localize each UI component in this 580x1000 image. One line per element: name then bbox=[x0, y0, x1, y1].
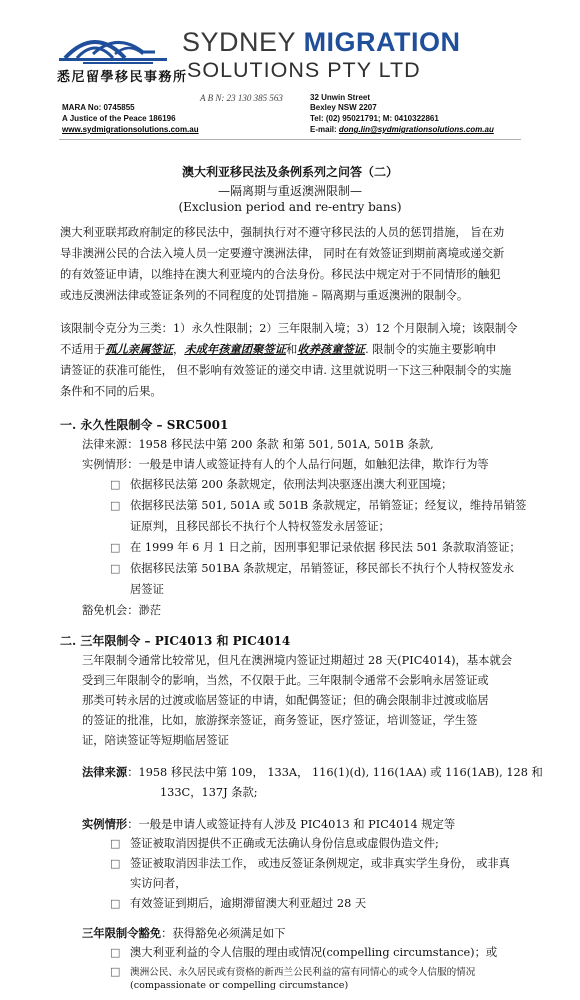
s1-bullet-cont: 证原判，且移民部长不执行个人特权签发永居签证； bbox=[130, 520, 390, 533]
s2-paragraph-line: 受到三年限制令的影响，当然，不仅限于此。三年限制令通常不会影响永居签证或 bbox=[82, 674, 489, 687]
abn-number: A B N: 23 130 385 563 bbox=[200, 93, 283, 103]
text-span: ， bbox=[173, 343, 185, 356]
s1-cases: 实例情形：一般是申请人或签证持有人的个人品行问题，如触犯法律，欺诈行为等 bbox=[82, 458, 489, 471]
checkbox-bullet-icon: □ bbox=[110, 499, 121, 512]
checkbox-bullet-icon: □ bbox=[110, 965, 121, 978]
s2-waiver-item: 澳大利亚利益的令人信服的理由或情况(compelling circumstance)；或 bbox=[130, 946, 498, 959]
logo-chinese-name: 悉尼留學移民事務所 bbox=[57, 69, 188, 84]
s2-waiver-item-cont: (compassionate or compelling circumstance) bbox=[130, 980, 349, 991]
checkbox-bullet-icon: □ bbox=[110, 478, 121, 491]
checkbox-bullet-icon: □ bbox=[110, 541, 121, 554]
s2-paragraph-line: 的签证的批准，比如，旅游探亲签证，商务签证，医疗签证，培训签证，学生签 bbox=[82, 714, 478, 727]
text-span: 不适用于 bbox=[60, 343, 106, 356]
s2-bullet: 签证被取消因提供不正确或无法确认身份信息或虚假伪造文件; bbox=[130, 837, 439, 850]
checkbox-bullet-icon: □ bbox=[110, 857, 121, 870]
header-divider bbox=[59, 139, 521, 140]
orphan-relative-visa: 孤儿亲属签证 bbox=[105, 342, 173, 356]
s2-paragraph-line: 那类可转永居的过渡或临居签证的申请，如配偶签证；但的确会限制非过渡或临居 bbox=[82, 694, 489, 707]
s2-paragraph-line: 证，陪读签证等短期临居签证 bbox=[82, 734, 229, 747]
justice-of-peace: A Justice of the Peace 186196 bbox=[62, 114, 176, 123]
brand-migration: MIGRATION bbox=[303, 27, 461, 57]
website-link[interactable]: www.sydmigrationsolutions.com.au bbox=[62, 125, 199, 134]
email-link[interactable]: dong.lin@sydmigrationsolutions.com.au bbox=[338, 125, 494, 134]
company-logo bbox=[55, 22, 170, 66]
harbour-bridge-logo-icon bbox=[55, 22, 170, 66]
intro-line: 的有效签证申请，以维持在澳大利亚境内的合法身份。移民法中规定对于不同情形的触犯 bbox=[60, 268, 501, 281]
checkbox-bullet-icon: □ bbox=[110, 946, 121, 959]
doc-subtitle-en: (Exclusion period and re-entry bans) bbox=[178, 200, 402, 214]
s1-bullet: 依据移民法第 501, 501A 或 501B 条款规定，吊销签证；经复议，维持吊销签 bbox=[130, 499, 527, 512]
checkbox-bullet-icon: □ bbox=[110, 897, 121, 910]
doc-subtitle: —隔离期与重返澳洲限制— bbox=[217, 184, 362, 198]
brand-sydney: SYDNEY bbox=[182, 27, 296, 57]
text-span: ：1958 移民法中第 109， 133A， 116(1)(d), 116(1AA) 或 116(1AB), 128 和 bbox=[127, 766, 543, 779]
s2-cases bbox=[82, 816, 455, 832]
s2-legal-source-label: 法律来源 bbox=[82, 765, 128, 779]
section-1-heading: 一. 永久性限制令 – SRC5001 bbox=[60, 418, 229, 432]
s2-bullet: 签证被取消因非法工作， 或违反签证条例规定，或非真实学生身份， 或非真 bbox=[130, 857, 510, 870]
s2-waiver-label: 三年限制令豁免 bbox=[82, 926, 162, 940]
intro-line: 或违反澳洲法律或签证条列的不同程度的处罚措施 – 隔离期与重返澳洲的限制令。 bbox=[60, 289, 469, 302]
section-2-heading: 二. 三年限制令 – PIC4013 和 PIC4014 bbox=[60, 634, 291, 648]
intro-line: 导非澳洲公民的合法入境人员一定要遵守澳洲法律， 同时在有效签证到期前离境或递交新 bbox=[60, 247, 505, 260]
adoption-visa: 收养孩童签证 bbox=[297, 342, 366, 356]
s1-waiver: 豁免机会：渺茫 bbox=[82, 604, 162, 617]
mara-number: MARA No: 0745855 bbox=[62, 103, 135, 112]
s1-bullet: 在 1999 年 6 月 1 日之前，因刑事犯罪记录依据 移民法 501 条款取消签证； bbox=[130, 541, 521, 554]
restriction-exclusions-line bbox=[60, 341, 497, 357]
s2-cases-label: 实例情形 bbox=[82, 817, 128, 831]
s2-bullet-cont: 实访问者， bbox=[130, 877, 187, 890]
minor-child-reunion-visa: 未成年孩童团聚签证 bbox=[184, 342, 286, 356]
paragraph-line: 条件和不同的后果。 bbox=[60, 385, 162, 398]
text-span: ：获得豁免必须满足如下 bbox=[161, 927, 286, 940]
text-span: ：一般是申请人或签证持有人涉及 PIC4013 和 PIC4014 规定等 bbox=[127, 818, 456, 831]
checkbox-bullet-icon: □ bbox=[110, 562, 121, 575]
s1-bullet: 依据移民法第 200 条款规定，依刑法判决驱逐出澳大利亚国境； bbox=[130, 478, 453, 491]
text-span: . 限制令的实施主要影响申 bbox=[365, 343, 497, 356]
email-label: E-mail: bbox=[310, 125, 337, 134]
phone-numbers: Tel: (02) 95021791; M: 0410322861 bbox=[310, 114, 439, 123]
text-span: 和 bbox=[286, 343, 298, 356]
doc-title: 澳大利亚移民法及条例系列之问答（二） bbox=[181, 165, 398, 179]
suburb-address: Bexley NSW 2207 bbox=[310, 103, 377, 112]
s2-paragraph-line: 三年限制令通常比较常见，但凡在澳洲境内签证过期超过 28 天(PIC4014)，基本就会 bbox=[82, 654, 513, 667]
brand-line-1 bbox=[182, 27, 461, 58]
checkbox-bullet-icon: □ bbox=[110, 837, 121, 850]
s2-waiver-item: 澳洲公民、永久居民或有资格的新西兰公民利益的富有同情心的或令人信服的情况 bbox=[130, 967, 476, 978]
s2-legal-source-cont: 133C，137J 条款; bbox=[160, 786, 258, 799]
email-row bbox=[310, 125, 494, 134]
street-address: 32 Unwin Street bbox=[310, 93, 371, 102]
brand-line-2: SOLUTIONS PTY LTD bbox=[187, 58, 421, 82]
s1-legal-source: 法律来源：1958 移民法中第 200 条款 和第 501, 501A, 501B 条款, bbox=[82, 438, 434, 451]
s1-bullet: 依据移民法第 501BA 条款规定，吊销签证，移民部长不执行个人特权签发永 bbox=[130, 562, 515, 575]
s2-waiver bbox=[82, 925, 285, 941]
paragraph-line: 请签证的获准可能性， 但不影响有效签证的递交申请. 这里就说明一下这三种限制令的实施 bbox=[60, 364, 512, 377]
s2-legal-source bbox=[82, 764, 543, 780]
s2-bullet: 有效签证到期后，逾期滞留澳大利亚超过 28 天 bbox=[130, 897, 367, 910]
s1-bullet-cont: 居签证 bbox=[130, 583, 164, 596]
restriction-types-line: 该限制令克分为三类：1）永久性限制；2）三年限制入境；3）12 个月限制入境；该限制令 bbox=[60, 322, 518, 335]
intro-line: 澳大利亚联邦政府制定的移民法中，强制执行对不遵守移民法的人员的惩罚措施， 旨在劝 bbox=[60, 226, 505, 239]
